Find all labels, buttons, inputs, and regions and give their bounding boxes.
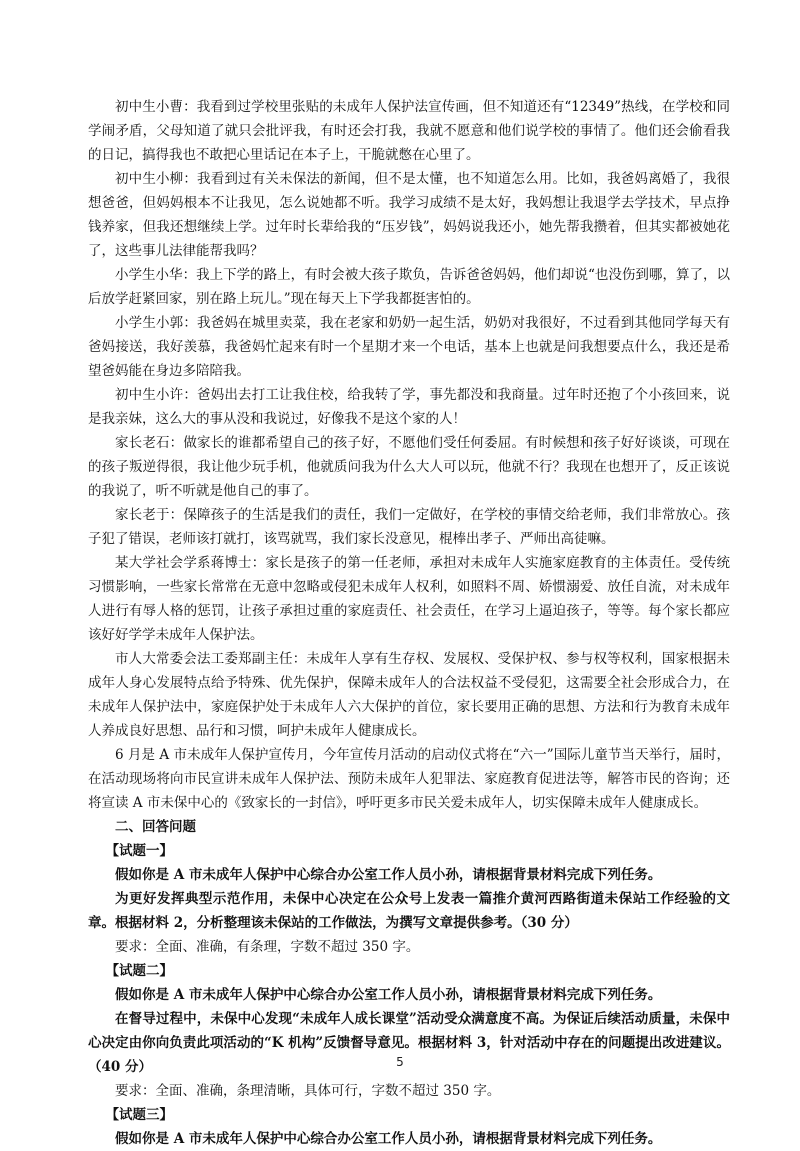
question-requirements: 要求：全面、准确，有条理，字数不超过 350 字。 — [115, 939, 420, 955]
paragraph: 小学生小华：我上下学的路上，有时会被大孩子欺负，告诉爸爸妈妈，他们却说“也没伤到哪，算了，以后放学赶紧回家，别在路上玩儿。”现在每天上下学我都挺害怕的。 — [88, 267, 730, 307]
paragraph: 初中生小许：爸妈出去打工让我住校，给我转了学，事先都没和我商量。过年时还抱了个小孩回来，说是我亲妹，这么大的事从没和我说过，好像我不是这个家的人！ — [88, 387, 730, 427]
question-task: 为更好发挥典型示范作用，未保中心决定在公众号上发表一篇推介黄河西路街道未保站工作经验的文章。根据材料 2，分析整理该未保站的工作做法，为撰写文章提供参考。（30 分） — [88, 891, 730, 931]
paragraph: 6 月是 A 市未成年人保护宣传月，今年宣传月活动的启动仪式将在“六一”国际儿童节当天举行，届时，在活动现场将向市民宣讲未成年人保护法、预防未成年人犯罪法、家庭教育促进法等，解答市民的咨询；还将宣读 A 市未保中心的《致家长的一封信》，呼吁更多市民关爱未成年人，切实保障未成年人健康成长。 — [88, 747, 730, 811]
page-number: 5 — [396, 1055, 404, 1069]
paragraph: 小学生小郭：我爸妈在城里卖菜，我在老家和奶奶一起生活，奶奶对我很好，不过看到其他同学每天有爸妈接送，我好羡慕，我爸妈忙起来有时一个星期才来一个电话，基本上也就是问我想要点什么，我还是希望爸妈能在身边多陪陪我。 — [88, 315, 730, 379]
page-content — [88, 95, 730, 1151]
paragraph: 初中生小曹：我看到过学校里张贴的未成年人保护法宣传画，但不知道还有“12349”热线，在学校和同学闹矛盾，父母知道了就只会批评我，有时还会打我，我就不愿意和他们说学校的事情了。他们还会偷看我的日记，搞得我也不敢把心里话记在本子上，干脆就憋在心里了。 — [88, 99, 730, 163]
paragraph: 家长老石：做家长的谁都希望自己的孩子好，不愿他们受任何委屈。有时候想和孩子好好谈谈，可现在的孩子叛逆得很，我让他少玩手机，他就质问我为什么大人可以玩，他就不行？我现在也想开了，反正该说的我说了，听不听就是他自己的事了。 — [88, 435, 730, 499]
paragraph: 初中生小柳：我看到过有关未保法的新闻，但不是太懂，也不知道怎么用。比如，我爸妈离婚了，我很想爸爸，但妈妈根本不让我见，怎么说她都不听。我学习成绩不是太好，我妈想让我退学去学技术，早点挣钱养家，但我还想继续上学。过年时长辈给我的“压岁钱”，妈妈说我还小，她先帮我攒着，但其实都被她花了，这些事儿法律能帮我吗？ — [88, 171, 730, 259]
paragraph: 家长老于：保障孩子的生活是我们的责任，我们一定做好，在学校的事情交给老师，我们非常放心。孩子犯了错误，老师该打就打，该骂就骂，我们家长没意见，棍棒出孝子、严师出高徒嘛。 — [88, 507, 730, 547]
section-heading: 二、回答问题 — [115, 819, 196, 835]
paragraph: 某大学社会学系蒋博士：家长是孩子的第一任老师，承担对未成年人实施家庭教育的主体责任。受传统习惯影响，一些家长常常在无意中忽略或侵犯未成年人权利，如照料不周、娇惯溺爱、放任自流，对未成年人进行有辱人格的惩罚，让孩子承担过重的家庭责任、社会责任，在学习上逼迫孩子，等等。每个家长都应该好好学学未成年人保护法。 — [88, 555, 730, 643]
question-task: 在督导过程中，未保中心发现“未成年人成长课堂”活动受众满意度不高。为保证后续活动质量，未保中心决定由你向负责此项活动的“K 机构”反馈督导意见。根据材料 3，针对活动中存在的问题提出改进建议。（40 分） — [88, 1011, 730, 1075]
paragraph: 市人大常委会法工委郑副主任：未成年人享有生存权、发展权、受保护权、参与权等权利，国家根据未成年人身心发展特点给予特殊、优先保护，保障未成年人的合法权益不受侵犯，这需要全社会形成合力，在未成年人保护法中，家庭保护处于未成年人六大保护的首位，家长要用正确的思想、方法和行为教育未成年人养成良好思想、品行和习惯，呵护未成年人健康成长。 — [88, 651, 730, 739]
question-title: 【试题二】 — [105, 963, 174, 979]
question-requirements: 要求：全面、准确，条理清晰，具体可行，字数不超过 350 字。 — [115, 1083, 501, 1099]
question-intro: 假如你是 A 市未成年人保护中心综合办公室工作人员小孙，请根据背景材料完成下列任务。 — [115, 867, 662, 883]
question-title: 【试题三】 — [105, 1107, 174, 1123]
question-intro: 假如你是 A 市未成年人保护中心综合办公室工作人员小孙，请根据背景材料完成下列任务。 — [115, 1131, 662, 1147]
question-title: 【试题一】 — [105, 843, 174, 859]
question-intro: 假如你是 A 市未成年人保护中心综合办公室工作人员小孙，请根据背景材料完成下列任务。 — [115, 987, 662, 1003]
